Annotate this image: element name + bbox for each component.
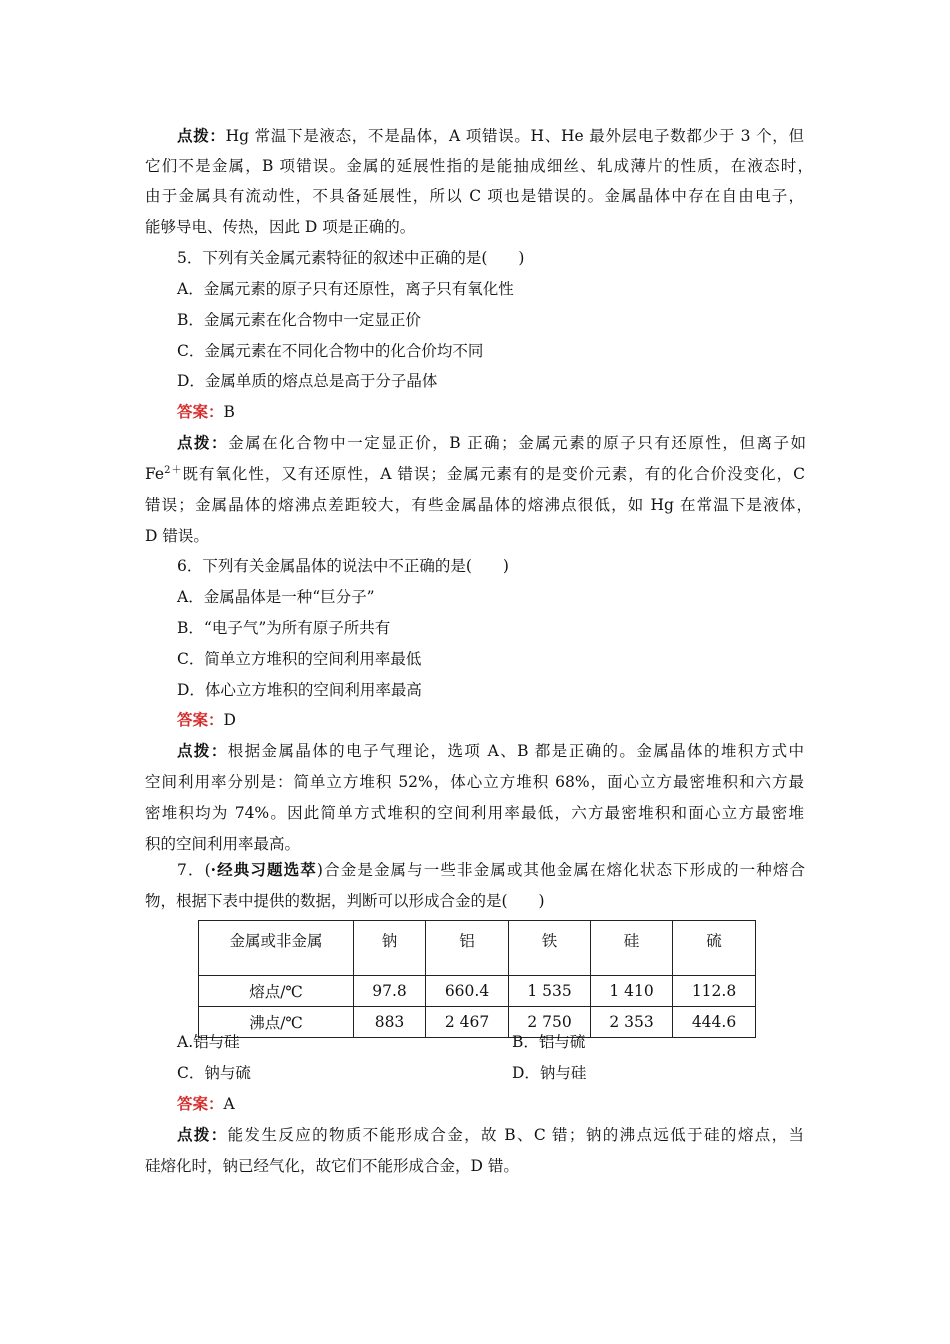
table-header-cell: 钠: [354, 921, 426, 976]
answer-label: 答案：: [177, 710, 224, 729]
q5-option-d: D．金属单质的熔点总是高于分子晶体: [177, 372, 438, 390]
table-cell: 2 353: [591, 1007, 673, 1038]
q6-note-line-2: 空间利用率分别是：简单立方堆积 52%，体心立方堆积 68%，面心立方最密堆积和六方最: [145, 773, 804, 791]
source-tag: ·经典习题选萃: [210, 860, 317, 879]
q6-option-c: C．简单立方堆积的空间利用率最低: [177, 650, 422, 668]
table-cell: 2 750: [509, 1007, 591, 1038]
table-cell: 熔点/℃: [199, 976, 354, 1007]
q5-stem: 5．下列有关金属元素特征的叙述中正确的是( ): [177, 249, 525, 267]
table-row: [199, 1007, 756, 1038]
q7-option-d: D．钠与硅: [512, 1064, 587, 1082]
q7-stem-line-1: 7．(·经典习题选萃)合金是金属与一些非金属或其他金属在熔化状态下形成的一种熔合: [177, 860, 805, 879]
q5-option-c: C．金属元素在不同化合物中的化合价均不同: [177, 342, 484, 360]
table-cell: 444.6: [673, 1007, 756, 1038]
table-cell: 112.8: [673, 976, 756, 1007]
answer-value: D: [223, 711, 236, 729]
q6-note-line-1: 点拨：根据金属晶体的电子气理论，选项 A、B 都是正确的。金属晶体的堆积方式中: [177, 741, 804, 760]
melting-boiling-table: [198, 920, 756, 1038]
q4-note-line-2: 它们不是金属，B 项错误。金属的延展性指的是能抽成细丝、轧成薄片的性质，在液态时，: [145, 157, 813, 175]
q5-note-line-3: 错误；金属晶体的熔沸点差距较大，有些金属晶体的熔沸点很低，如 Hg 在常温下是液体，: [145, 496, 812, 514]
table-cell: 2 467: [426, 1007, 509, 1038]
fe-ion: Fe: [145, 465, 165, 483]
table-header-cell: 金属或非金属: [199, 921, 354, 976]
q7-stem-line-2: 物，根据下表中提供的数据，判断可以形成合金的是( ): [145, 892, 545, 910]
q4-note-label: 点拨：: [177, 126, 226, 145]
q7-answer: [177, 1094, 235, 1114]
q6-option-b: B．“电子气”为所有原子所共有: [177, 619, 391, 637]
q5-note-line-2: $Fe^{2+}$既有氧化性，又有还原性，A 错误；金属元素有的是变价元素，有的化合价没变化，C: [145, 465, 805, 483]
q5-note-line-1: 点拨：金属在化合物中一定显正价，B 正确；金属元素的原子只有还原性，但离子如: [177, 433, 806, 452]
note-label: 点拨：: [177, 433, 229, 452]
q7-option-a: A.铝与硅: [177, 1033, 240, 1051]
q7-note-line-2: 硅熔化时，钠已经气化，故它们不能形成合金，D 错。: [145, 1157, 519, 1175]
q4-note-line-1: 点拨：Hg 常温下是液态，不是晶体，A 项错误。H、He 最外层电子数都少于 3 个，但: [177, 126, 804, 145]
note-label: 点拨：: [177, 741, 228, 760]
table-cell: 沸点/℃: [199, 1007, 354, 1038]
q5-note-line-4: D 错误。: [145, 527, 209, 545]
q7-note-line-1: 点拨：能发生反应的物质不能形成合金，故 B、C 错；钠的沸点远低于硅的熔点，当: [177, 1125, 804, 1144]
table-header-cell: 铝: [426, 921, 509, 976]
table-header-cell: 硫: [673, 921, 756, 976]
q6-note-line-3: 密堆积均为 74%。因此简单方式堆积的空间利用率最低，六方最密堆积和面心立方最密堆: [145, 804, 804, 822]
answer-value: B: [223, 403, 235, 421]
table-header-cell: 铁: [509, 921, 591, 976]
table-cell: 97.8: [354, 976, 426, 1007]
table-cell: 1 535: [509, 976, 591, 1007]
answer-value: A: [223, 1095, 235, 1113]
q5-answer: [177, 402, 235, 422]
q7-option-b: B．铝与硫: [512, 1033, 586, 1051]
table-cell: 1 410: [591, 976, 673, 1007]
note-label: 点拨：: [177, 1125, 228, 1144]
q6-note-line-4: 积的空间利用率最高。: [145, 835, 301, 853]
q7-option-c: C．钠与硫: [177, 1064, 251, 1082]
q6-stem: 6．下列有关金属晶体的说法中不正确的是( ): [177, 557, 509, 575]
q6-option-a: A．金属晶体是一种“巨分子”: [177, 588, 375, 606]
q5-option-b: B．金属元素在化合物中一定显正价: [177, 311, 421, 329]
table-row: [199, 976, 756, 1007]
q4-note-line-3: 由于金属具有流动性，不具备延展性，所以 C 项也是错误的。金属晶体中存在自由电子，: [145, 187, 804, 205]
q6-option-d: D．体心立方堆积的空间利用率最高: [177, 681, 422, 699]
q4-note-line-4: 能够导电、传热，因此 D 项是正确的。: [145, 218, 416, 236]
table-cell: 660.4: [426, 976, 509, 1007]
fe-charge: 2＋: [164, 465, 183, 476]
q6-answer: [177, 710, 236, 730]
table-header-row: [199, 921, 756, 976]
table-header-cell: 硅: [591, 921, 673, 976]
answer-label: 答案：: [177, 402, 224, 421]
answer-label: 答案：: [177, 1094, 224, 1113]
q5-option-a: A．金属元素的原子只有还原性，离子只有氧化性: [177, 280, 514, 298]
table-cell: 883: [354, 1007, 426, 1038]
